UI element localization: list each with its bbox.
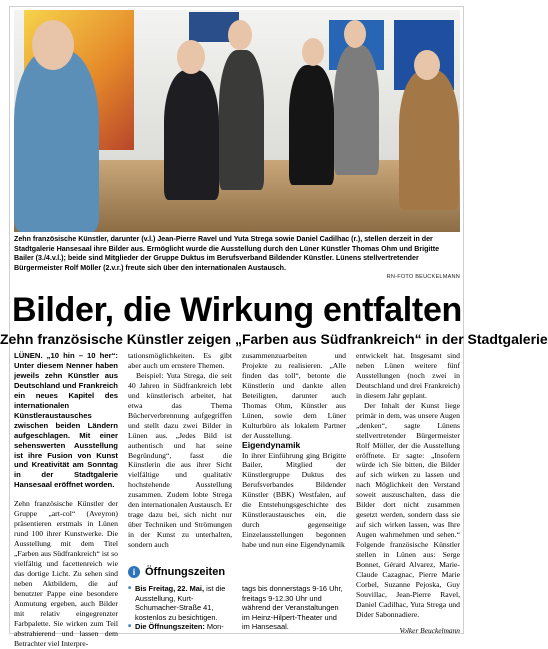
person-1 xyxy=(14,50,99,232)
article-column-4 xyxy=(356,351,460,620)
article-paragraph: entwickelt hat. Insgesamt sind neben Lünen weitere fünf Ausstellungen (noch zwei in Deutschland und drei Frankreich) in diesem Jahr geplant. xyxy=(356,351,460,400)
person-4-head xyxy=(302,38,324,66)
article-column-1 xyxy=(14,351,118,649)
person-6-head xyxy=(414,50,440,80)
info-icon: i xyxy=(128,566,140,578)
person-5 xyxy=(334,45,379,175)
person-3-head xyxy=(228,20,252,50)
item-label: Bis Freitag, 22. Mai, xyxy=(135,584,205,593)
item-text: ist die Ausstellung, Kurt-Schumacher-Straße 41, kostenlos zu besichtigen. xyxy=(135,584,226,622)
person-4 xyxy=(289,65,334,185)
photo-caption: Zehn französische Künstler, darunter (v.l.) Jean-Pierre Ravel und Yuta Strega sowie Daniel Cadilhac (r.), stellen derzeit in der Stadtgalerie Hansesaal ihre Bilder aus. Ermöglicht wurde die Ausstellung durch den Lüner Künstler Thomas Ohm und Brigitte Bailer (3./4.v.l.); beide sind Mitglieder der Gruppe Duktus im Berufsverband Bildender Künstler. Lünens stellvertretender Bürgermeister Rolf Möller (2.v.r.) freute sich über den internationalen Austausch. xyxy=(14,235,440,272)
person-2-head xyxy=(177,40,205,74)
person-2 xyxy=(164,70,219,200)
section-heading: Eigendynamik xyxy=(242,439,301,450)
opening-hours-header xyxy=(128,564,225,580)
headline: Bilder, die Wirkung entfalten xyxy=(11,291,463,329)
article-paragraph: Der Inhalt der Kunst liege primär in dem, was unsere Augen „denken“, sagte Lünens stellvertretender Bürgermeister Rolf Möller, der die Ausstellung eröffnete. Er sagte: „Insofern würde ich Sie bitten, die Bilder auf sich wirken zu lassen und nach Möglichkeit den Verstand soweit auszuschalten, dass die Bilder dort nicht zusammen gesetzt werden, sondern dass sie auf sich wirken lassen, was Ihre Augen wahrnehmen und sehen.“ Folgende französische Künstler stellen in Lünen aus: Serge Bonnet, Gérard Alvarez, Marie-Claude Cazagnac, Pierre Marie Corbel, Suzanne Pejoska, Guy Souvillac, Jean-Pierre Ravel, Daniel Cadilhac, Yuta Strega und Dider Sabonnadiere. xyxy=(356,400,460,619)
article-paragraph: Beispiel: Yuta Strega, die seit 40 Jahren in Südfrankreich lebt und künstlerisch arbeitet, hat etwa das Thema Bücherverbrennung aufgegriffen und stellt dazu zwei Bilder in Lünen aus. „Jedes Bild ist authentisch und hat seine Begründung“, fasst die Künstlerin die aus ihrer Sicht vielfältige und qualitativ hochstehende Ausstellung zusammen. Zudem lobte Strega den internationalen Austausch. Er trage dazu bei, sich nicht nur über Techniken und Strömungen in der Kunst zu unterhalten, sondern auch xyxy=(128,370,232,550)
person-5-head xyxy=(344,20,366,48)
article-paragraph: zusammenzuarbeiten und Projekte zu realisieren. „Alle finden das toll“, betonte die Künstlerin und dankte allen Beteiligten, darunter auch Thomas Ohm, Künstler aus Lünen, sowie dem Lüner Kulturbüro als lokalem Partner der Ausstellung. xyxy=(242,351,346,440)
photo-credit: RN-FOTO BEUCKELMANN xyxy=(386,274,460,280)
article-column-3 xyxy=(242,351,346,550)
opening-hours-list xyxy=(128,584,232,632)
person-1-head xyxy=(32,20,74,70)
subheadline: Zehn französische Künstler zeigen „Farben aus Südfrankreich“ in der Stadtgalerie xyxy=(0,331,548,347)
opening-hours-box xyxy=(128,564,346,634)
item-label: Die Öffnungszeiten: xyxy=(135,622,205,632)
opening-hours-item xyxy=(128,622,232,632)
person-6 xyxy=(399,70,459,210)
opening-hours-item xyxy=(128,584,232,622)
author-signature: Volker Beuckelmann xyxy=(399,626,460,635)
exhibition-photo xyxy=(14,10,460,232)
article-column-2 xyxy=(128,351,232,550)
person-3 xyxy=(219,50,264,190)
opening-hours-title: Öffnungszeiten xyxy=(145,566,226,578)
opening-hours-text: tags bis donnerstags 9-16 Uhr, freitags 9-12.30 Uhr und während der Veranstaltungen im Heinz-Hilpert-Theater und im Hansesaal. xyxy=(242,584,343,632)
article-lead: LÜNEN. „10 hin – 10 her“: Unter diesem Nenner haben jeweils zehn Künstler aus Deutschland und Frankreich ein neues Kapitel des internationalen Künstleraustausches zwischen beiden Ländern aufgeschlagen. Mit einer sehenswerten Ausstellung ist ihre Fusion von Kunst und Kreativität am Sonntag in der Stadtgalerie Hansesaal eröffnet worden. xyxy=(14,351,118,490)
article-paragraph: tationsmöglichkeiten. Es gibt aber auch um ernstere Themen. xyxy=(128,351,232,370)
article-paragraph: In ihrer Einführung ging Brigitte Bailer, Mitglied der Künstlergruppe Duktus des Berufsverbandes Bildender Künstler (BBK) Westfalen, auf die Entstehungsgeschichte des Künstleraustausches ein, die durch gegenseitige Einzelausstellungen begonnen habe und nun eine Eigendynamik xyxy=(242,450,346,550)
item-text: Mon- xyxy=(206,622,224,632)
article-paragraph: Zehn französische Künstler der Gruppe „art-col“ (Aveyron) präsentieren erstmals in Lünen rund 100 ihrer Kunstwerke. Die Ausstellung mit dem Titel „Farben aus Südfrankreich“ ist so vielfältig und facettenreich wie das dortige Licht. Zu sehen sind neben Aktbildern, die auf benutzter Pappe eine besondere Anmutung ergeben, auch Bilder mit relativ eingegrenzter Farbpalette. Sie wirken zum Teil abstrahierend und lassen dem Betrachter viel Interpre- xyxy=(14,499,118,648)
